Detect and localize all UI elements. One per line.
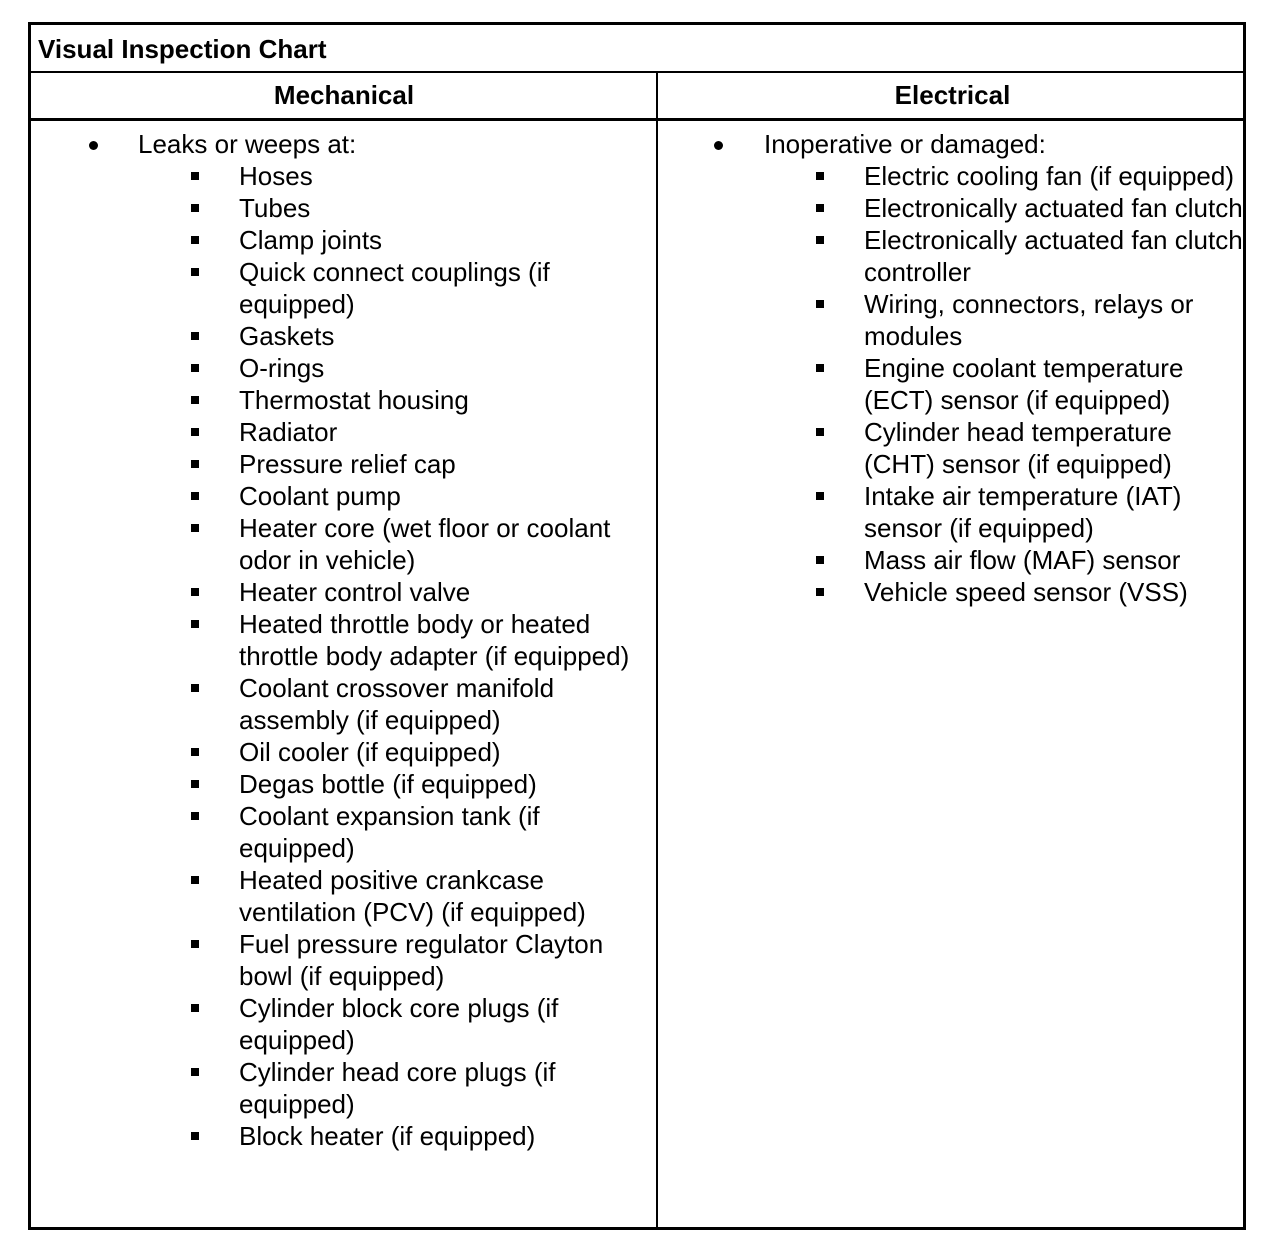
electrical-item-text: Mass air flow (MAF) sensor <box>864 545 1181 575</box>
table-title: Visual Inspection Chart <box>38 34 327 64</box>
mechanical-list-item <box>31 256 655 320</box>
mechanical-list-item <box>31 224 655 256</box>
mechanical-item-text: Hoses <box>239 161 313 191</box>
mechanical-list-item <box>31 320 655 352</box>
mechanical-item-text: Heater control valve <box>239 577 471 607</box>
square-bullet-icon <box>191 748 199 756</box>
mechanical-item-text: O-rings <box>239 353 325 383</box>
square-bullet-icon <box>191 492 199 500</box>
square-bullet-icon <box>191 428 199 436</box>
electrical-list-item <box>659 192 1246 224</box>
mechanical-list-item <box>31 480 655 512</box>
electrical-intro-item <box>659 128 1246 160</box>
square-bullet-icon <box>191 780 199 788</box>
electrical-list-item <box>659 288 1246 352</box>
mechanical-list-item <box>31 352 655 384</box>
electrical-list-item <box>659 224 1246 288</box>
mechanical-item-text: Fuel pressure regulator Clayton bowl (if equipped) <box>239 929 604 991</box>
square-bullet-icon <box>191 524 199 532</box>
mechanical-item-text: Pressure relief cap <box>239 449 456 479</box>
electrical-item-text: Electronically actuated fan clutch controller <box>864 225 1243 287</box>
mechanical-column <box>31 128 655 1152</box>
electrical-item-text: Vehicle speed sensor (VSS) <box>864 577 1188 607</box>
mechanical-list-item <box>31 608 655 672</box>
visual-inspection-table <box>28 22 1246 1230</box>
table-title-row <box>31 25 1243 73</box>
mechanical-intro-item <box>31 128 655 160</box>
mechanical-list-item <box>31 512 655 576</box>
mechanical-list-item <box>31 384 655 416</box>
electrical-column <box>659 128 1246 608</box>
electrical-list-item <box>659 480 1246 544</box>
electrical-list-item <box>659 544 1246 576</box>
electrical-item-text: Electronically actuated fan clutch <box>864 193 1243 223</box>
electrical-item-text: Electric cooling fan (if equipped) <box>864 161 1234 191</box>
electrical-item-text: Wiring, connectors, relays or modules <box>864 289 1194 351</box>
square-bullet-icon <box>816 172 824 180</box>
mechanical-list-item <box>31 160 655 192</box>
column-divider <box>656 73 658 1227</box>
mechanical-item-text: Oil cooler (if equipped) <box>239 737 501 767</box>
mechanical-list-item <box>31 768 655 800</box>
square-bullet-icon <box>191 396 199 404</box>
round-bullet-icon <box>714 141 723 150</box>
electrical-items-list <box>659 160 1246 608</box>
mechanical-list-item <box>31 192 655 224</box>
electrical-item-text: Intake air temperature (IAT) sensor (if equipped) <box>864 481 1182 543</box>
mechanical-item-text: Thermostat housing <box>239 385 469 415</box>
mechanical-list-item <box>31 448 655 480</box>
square-bullet-icon <box>191 684 199 692</box>
mechanical-item-text: Radiator <box>239 417 338 447</box>
mechanical-item-text: Coolant expansion tank (if equipped) <box>239 801 540 863</box>
square-bullet-icon <box>191 588 199 596</box>
square-bullet-icon <box>816 364 824 372</box>
mechanical-item-text: Degas bottle (if equipped) <box>239 769 537 799</box>
square-bullet-icon <box>191 812 199 820</box>
mechanical-item-text: Heated throttle body or heated throttle body adapter (if equipped) <box>239 609 630 671</box>
mechanical-list-item <box>31 1120 655 1152</box>
electrical-list-item <box>659 352 1246 416</box>
square-bullet-icon <box>191 460 199 468</box>
mechanical-list-item <box>31 928 655 992</box>
electrical-list-item <box>659 160 1246 192</box>
mechanical-item-text: Heater core (wet floor or coolant odor in vehicle) <box>239 513 611 575</box>
mechanical-list-item <box>31 576 655 608</box>
mechanical-item-text: Block heater (if equipped) <box>239 1121 536 1151</box>
electrical-list-item <box>659 576 1246 608</box>
mechanical-items-list <box>31 160 655 1152</box>
mechanical-item-text: Coolant crossover manifold assembly (if equipped) <box>239 673 555 735</box>
mechanical-list-item <box>31 736 655 768</box>
mechanical-item-text: Cylinder block core plugs (if equipped) <box>239 993 559 1055</box>
electrical-item-text: Engine coolant temperature (ECT) sensor (if equipped) <box>864 353 1184 415</box>
mechanical-intro-text: Leaks or weeps at: <box>138 129 357 159</box>
square-bullet-icon <box>191 172 199 180</box>
square-bullet-icon <box>191 876 199 884</box>
mechanical-item-text: Gaskets <box>239 321 335 351</box>
mechanical-list-item <box>31 864 655 928</box>
square-bullet-icon <box>191 332 199 340</box>
square-bullet-icon <box>816 236 824 244</box>
square-bullet-icon <box>191 236 199 244</box>
mechanical-list-item <box>31 416 655 448</box>
electrical-list-item <box>659 416 1246 480</box>
column-header-electrical: Electrical <box>894 80 1011 110</box>
mechanical-list-item <box>31 992 655 1056</box>
column-header-mechanical: Mechanical <box>273 80 415 110</box>
mechanical-list-item <box>31 672 655 736</box>
square-bullet-icon <box>816 588 824 596</box>
mechanical-item-text: Heated positive crankcase ventilation (PCV) (if equipped) <box>239 865 586 927</box>
mechanical-list-item <box>31 1056 655 1120</box>
mechanical-item-text: Coolant pump <box>239 481 401 511</box>
square-bullet-icon <box>191 620 199 628</box>
square-bullet-icon <box>816 428 824 436</box>
square-bullet-icon <box>191 364 199 372</box>
mechanical-item-text: Cylinder head core plugs (if equipped) <box>239 1057 556 1119</box>
square-bullet-icon <box>191 1068 199 1076</box>
square-bullet-icon <box>191 204 199 212</box>
square-bullet-icon <box>816 556 824 564</box>
mechanical-item-text: Clamp joints <box>239 225 383 255</box>
square-bullet-icon <box>816 204 824 212</box>
column-header-row <box>31 73 1243 121</box>
electrical-item-text: Cylinder head temperature (CHT) sensor (if equipped) <box>864 417 1172 479</box>
electrical-intro-text: Inoperative or damaged: <box>764 129 1046 159</box>
square-bullet-icon <box>816 492 824 500</box>
mechanical-item-text: Quick connect couplings (if equipped) <box>239 257 550 319</box>
round-bullet-icon <box>89 141 98 150</box>
mechanical-item-text: Tubes <box>239 193 311 223</box>
square-bullet-icon <box>816 300 824 308</box>
square-bullet-icon <box>191 1004 199 1012</box>
square-bullet-icon <box>191 268 199 276</box>
square-bullet-icon <box>191 940 199 948</box>
square-bullet-icon <box>191 1132 199 1140</box>
mechanical-list-item <box>31 800 655 864</box>
